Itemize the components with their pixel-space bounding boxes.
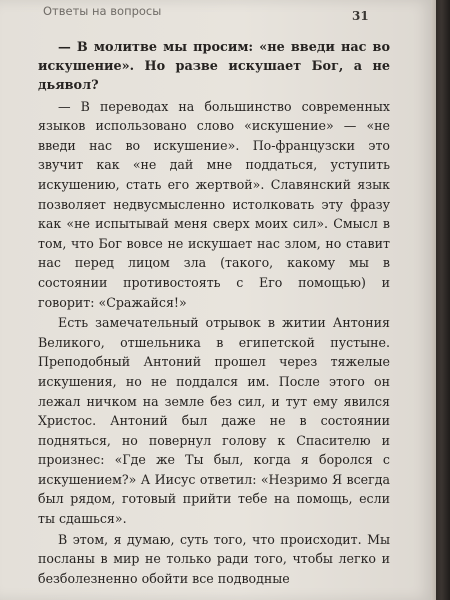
- question-heading: — В молитве мы просим: «не введи нас во искушение». Но разве искушает Бог, а не дьявол?: [38, 40, 390, 94]
- answer-paragraph: — В переводах на большинство современных языков использовано слово «искушение» — «не введи нас во искушение». По-французски это звучит как «не дай мне поддаться, уступить искушению, стать его жертвой». Славянский язык позволяет недвусмысленно истолковать эту фразу как «не испытывай меня сверх моих сил». Смысл в том, что Бог вовсе не искушает нас злом, но ставит нас перед лицом зла (такого, какому мы в состоянии противостоять с Его помощью) и говорит: «Сражайся!»: [38, 98, 390, 310]
- page-edge: [431, 0, 436, 600]
- page-body: [38, 38, 390, 588]
- story-paragraph: Есть замечательный отрывок в житии Антония Великого, отшельника в египетской пустыне. Преподобный Антоний прошел через тяжелые искушения, но не поддался им. После этого он лежал ничком на земле без сил, и тут ему явился Христос. Антоний был даже не в состоянии подняться, но повернул голову к Спасителю и произнес: «Где же Ты был, когда я боролся с искушением?» А Иисус ответил: «Незримо Я всегда был рядом, готовый прийти тебе на помощь, если ты сдашься».: [38, 315, 390, 527]
- page-number: 31: [352, 9, 369, 23]
- conclusion-paragraph: В этом, я думаю, суть того, что происходит. Мы посланы в мир не только ради того, чтобы легко и безболезненно обойти все подводные: [38, 531, 390, 586]
- running-head: Ответы на вопросы: [43, 4, 162, 18]
